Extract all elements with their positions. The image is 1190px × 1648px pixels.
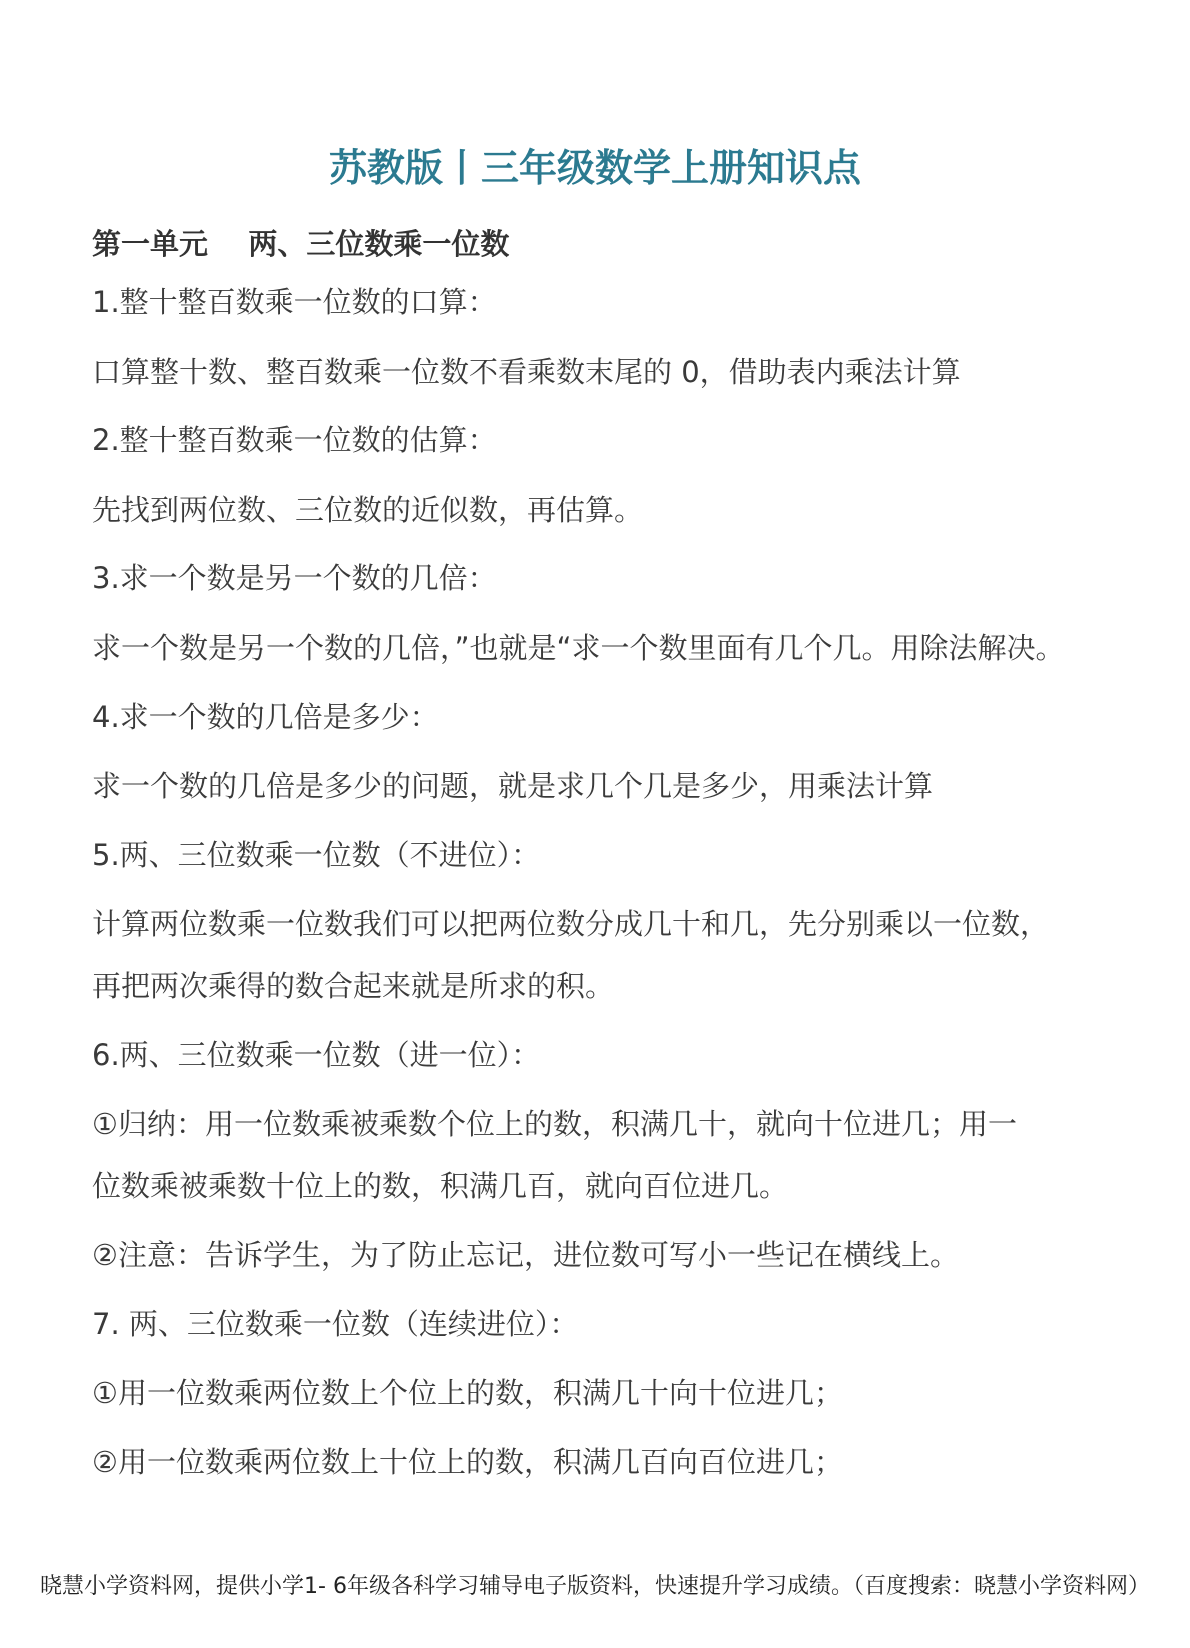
- point-heading-4: 4.求一个数的几倍是多少：: [92, 700, 439, 734]
- paragraph-line: 计算两位数乘一位数我们可以把两位数分成几十和几，先分别乘以一位数，: [92, 907, 1050, 941]
- paragraph-line: ②用一位数乘两位数上十位上的数，积满几百向百位进几；: [92, 1445, 843, 1479]
- unit-heading: 第一单元 两、三位数乘一位数: [92, 227, 510, 261]
- paragraph-line: 再把两次乘得的数合起来就是所求的积。: [92, 969, 615, 1003]
- paragraph-line: ①归纳：用一位数乘被乘数个位上的数，积满几十，就向十位进几；用一: [92, 1107, 1017, 1141]
- point-heading-3: 3.求一个数是另一个数的几倍：: [92, 561, 497, 595]
- paragraph-line: 位数乘被乘数十位上的数，积满几百，就向百位进几。: [92, 1169, 789, 1203]
- page-footer: 晓慧小学资料网，提供小学1- 6年级各科学习辅导电子版资料，快速提升学习成绩。（百度搜索：晓慧小学资料网）: [40, 1574, 1150, 1599]
- point-heading-5: 5.两、三位数乘一位数（不进位）：: [92, 838, 541, 872]
- paragraph-line: 求一个数的几倍是多少的问题，就是求几个几是多少，用乘法计算: [92, 769, 934, 803]
- point-heading-7: 7. 两、三位数乘一位数（连续进位）：: [92, 1307, 579, 1341]
- point-heading-2: 2.整十整百数乘一位数的估算：: [92, 423, 497, 457]
- page-title: 苏教版丨三年级数学上册知识点: [328, 146, 861, 190]
- point-heading-6: 6.两、三位数乘一位数（进一位）：: [92, 1038, 541, 1072]
- paragraph-line: ②注意：告诉学生，为了防止忘记，进位数可写小一些记在横线上。: [92, 1238, 959, 1272]
- paragraph-line: 求一个数是另一个数的几倍，”也就是“求一个数里面有几个几。用除法解决。: [92, 631, 1065, 665]
- paragraph-line: 口算整十数、整百数乘一位数不看乘数末尾的 0，借助表内乘法计算: [92, 355, 961, 389]
- paragraph-line: ①用一位数乘两位数上个位上的数，积满几十向十位进几；: [92, 1376, 843, 1410]
- paragraph-line: 先找到两位数、三位数的近似数，再估算。: [92, 493, 644, 527]
- point-heading-1: 1.整十整百数乘一位数的口算：: [92, 285, 497, 319]
